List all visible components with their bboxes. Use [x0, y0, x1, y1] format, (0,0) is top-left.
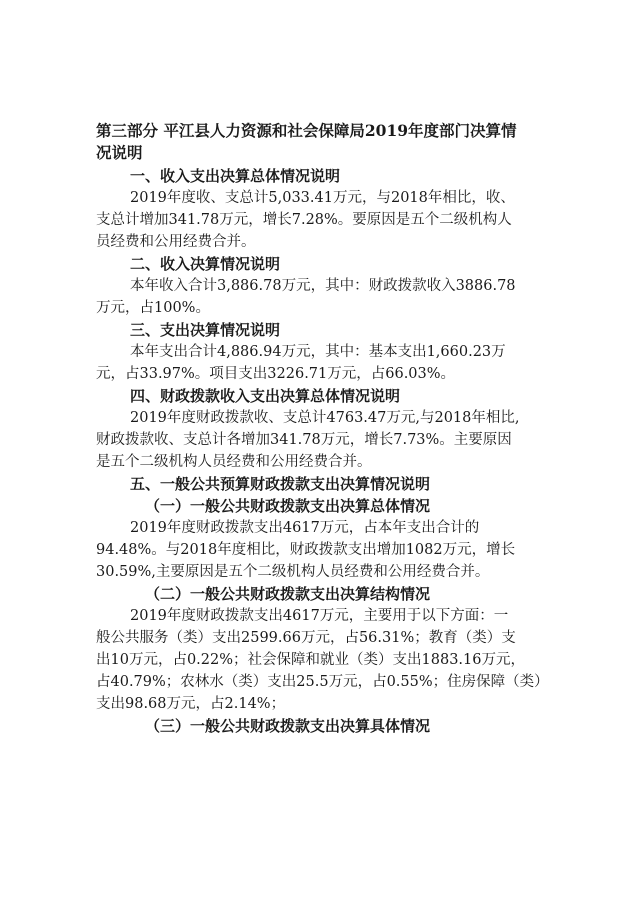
paragraph-line: 占40.79%；农林水（类）支出25.5万元，占0.55%；住房保障（类） [96, 674, 549, 690]
section-heading: 二、收入决算情况说明 [130, 255, 281, 273]
document-title-continued: 况说明 [96, 143, 143, 162]
paragraph-line: 本年收入合计3,886.78万元，其中：财政拨款收入3886.78 [130, 278, 516, 294]
subsection-heading: （三）一般公共财政拨款支出决算具体情况 [145, 717, 431, 735]
paragraph-line: 本年支出合计4,886.94万元，其中：基本支出1,660.23万 [130, 344, 506, 360]
paragraph-line: 万元，占100%。 [96, 300, 210, 316]
paragraph-line: 2019年度财政拨款支出4617万元，占本年支出合计的 [130, 520, 480, 536]
subsection-heading: （二）一般公共财政拨款支出决算结构情况 [145, 585, 431, 603]
paragraph-line: 2019年度财政拨款支出4617万元，主要用于以下方面：一 [130, 608, 509, 624]
paragraph-line: 财政拨款收、支总计各增加341.78万元，增长7.73%。主要原因 [96, 432, 512, 448]
paragraph-line: 般公共服务（类）支出2599.66万元，占56.31%；教育（类）支 [96, 630, 516, 646]
section-heading: 五、一般公共预算财政拨款支出决算情况说明 [130, 475, 431, 493]
subsection-heading: （一）一般公共财政拨款支出决算总体情况 [145, 497, 431, 515]
section-heading: 四、财政拨款收入支出决算总体情况说明 [130, 387, 401, 405]
paragraph-line: 2019年度收、支总计5,033.41万元，与2018年相比，收、 [130, 190, 515, 206]
paragraph-line: 出10万元，占0.22%；社会保障和就业（类）支出1883.16万元， [96, 652, 525, 668]
paragraph-line: 是五个二级机构人员经费和公用经费合并。 [96, 454, 372, 470]
section-heading: 三、支出决算情况说明 [130, 321, 281, 339]
paragraph-line: 元，占33.97%。项目支出3226.71万元，占66.03%。 [96, 366, 456, 382]
section-heading: 一、收入支出决算总体情况说明 [130, 167, 341, 185]
paragraph-line: 员经费和公用经费合并。 [96, 234, 256, 250]
paragraph-line: 支出98.68万元，占2.14%； [96, 696, 286, 712]
paragraph-line: 2019年度财政拨款收、支总计4763.47万元,与2018年相比, [130, 410, 520, 426]
paragraph-line: 支总计增加341.78万元，增长7.28%。要原因是五个二级机构人 [96, 212, 512, 228]
paragraph-line: 94.48%。与2018年度相比，财政拨款支出增加1082万元，增长 [96, 542, 516, 558]
document-title: 第三部分 平江县人力资源和社会保障局2019年度部门决算情 [96, 121, 517, 140]
paragraph-line: 30.59%,主要原因是五个二级机构人员经费和公用经费合并。 [96, 564, 490, 580]
